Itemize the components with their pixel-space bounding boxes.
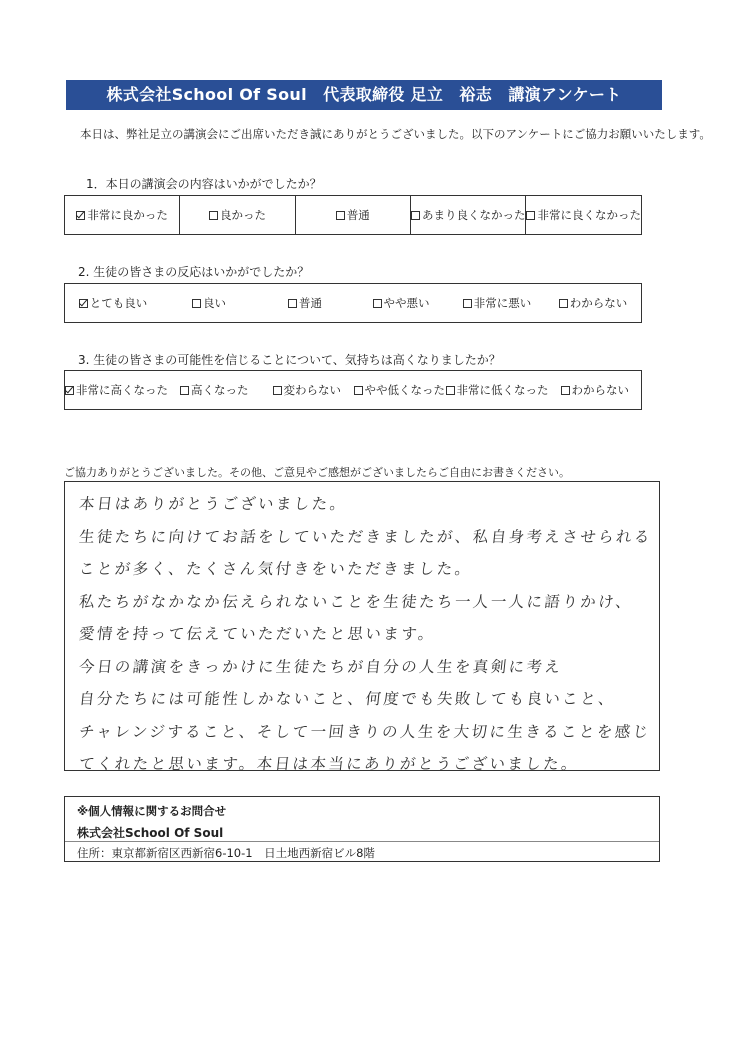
handwritten-line: ことが多く、たくさん気付きをいただきました。 bbox=[78, 560, 474, 578]
handwritten-line: 本日はありがとうございました。 bbox=[78, 495, 349, 513]
checkbox-icon[interactable] bbox=[446, 386, 455, 395]
q3-option-unchanged[interactable]: 変わらない bbox=[261, 371, 354, 409]
contact-title: ※個人情報に関するお問合せ bbox=[77, 804, 227, 818]
checkbox-icon[interactable] bbox=[209, 211, 218, 220]
contact-info-box bbox=[64, 796, 660, 862]
handwritten-line: 愛情を持って伝えていただいたと思います。 bbox=[78, 625, 437, 643]
checkbox-icon[interactable] bbox=[192, 299, 201, 308]
handwritten-line: 今日の講演をきっかけに生徒たちが自分の人生を真剣に考え bbox=[78, 657, 564, 676]
q2-option-very-bad[interactable]: 非常に悪い bbox=[449, 284, 545, 322]
q2-option-average[interactable]: 普通 bbox=[257, 284, 353, 322]
checkbox-icon[interactable] bbox=[336, 211, 345, 220]
handwritten-line: 生徒たちに向けてお話をしていただきましたが、私自身考えさせられる bbox=[78, 527, 653, 546]
checkbox-icon[interactable] bbox=[273, 386, 282, 395]
question-3-title: 3. 生徒の皆さまの可能性を信じることについて、気持ちは高くなりましたか？ bbox=[78, 353, 501, 367]
q3-option-much-lower[interactable]: 非常に低くなった bbox=[446, 371, 549, 409]
checkbox-icon[interactable] bbox=[180, 386, 189, 395]
question-2-options bbox=[64, 283, 642, 323]
checkbox-icon[interactable] bbox=[463, 299, 472, 308]
q3-option-much-higher[interactable]: 非常に高くなった bbox=[65, 371, 168, 409]
q1-option-average[interactable]: 普通 bbox=[295, 196, 410, 234]
handwritten-line: 自分たちには可能性しかないこと、何度でも失敗しても良いこと、 bbox=[78, 690, 617, 708]
q2-option-slightly-bad[interactable]: やや悪い bbox=[353, 284, 449, 322]
checkbox-checked-icon[interactable] bbox=[65, 386, 74, 395]
question-1-options bbox=[64, 195, 642, 235]
handwritten-line: チャレンジすること、そして一回きりの人生を大切に生きることを感じ bbox=[78, 722, 652, 741]
contact-address: 住所：東京都新宿区西新宿6-10-1 日土地西新宿ビル8階 bbox=[77, 846, 375, 860]
checkbox-checked-icon[interactable] bbox=[76, 211, 85, 220]
survey-title-bar: 株式会社School Of Soul 代表取締役 足立 裕志 講演アンケート bbox=[66, 80, 662, 110]
q1-option-not-good[interactable]: あまり良くなかった bbox=[410, 196, 526, 234]
question-3-options bbox=[64, 370, 642, 410]
checkbox-icon[interactable] bbox=[288, 299, 297, 308]
question-2-title: 2. 生徒の皆さまの反応はいかがでしたか？ bbox=[78, 265, 310, 279]
intro-text: 本日は、弊社足立の講演会にご出席いただき誠にありがとうございました。以下のアンケートにご協力お願いいたします。 bbox=[80, 127, 711, 141]
handwritten-line: 私たちがなかなか伝えられないことを生徒たち一人一人に語りかけ、 bbox=[78, 592, 635, 611]
checkbox-icon[interactable] bbox=[373, 299, 382, 308]
contact-divider bbox=[65, 841, 659, 842]
checkbox-checked-icon[interactable] bbox=[79, 299, 88, 308]
handwritten-line: てくれたと思います。本日は本当にありがとうございました。 bbox=[78, 755, 580, 773]
q3-option-higher[interactable]: 高くなった bbox=[168, 371, 261, 409]
q2-option-very-good[interactable]: とても良い bbox=[65, 284, 161, 322]
q3-option-slightly-lower[interactable]: やや低くなった bbox=[353, 371, 446, 409]
checkbox-icon[interactable] bbox=[354, 386, 363, 395]
q1-option-very-good[interactable]: 非常に良かった bbox=[65, 196, 179, 234]
q2-option-unknown[interactable]: わからない bbox=[545, 284, 641, 322]
contact-company: 株式会社School Of Soul bbox=[77, 826, 224, 840]
checkbox-icon[interactable] bbox=[559, 299, 568, 308]
comments-label: ご協力ありがとうございました。その他、ご意見やご感想がございましたらご自由にお書きください。 bbox=[64, 466, 570, 479]
q1-option-very-bad[interactable]: 非常に良くなかった bbox=[525, 196, 641, 234]
checkbox-icon[interactable] bbox=[411, 211, 420, 220]
question-1-title: 1．本日の講演会の内容はいかがでしたか？ bbox=[86, 177, 322, 191]
q3-option-unknown[interactable]: わからない bbox=[549, 371, 642, 409]
q1-option-good[interactable]: 良かった bbox=[179, 196, 294, 234]
checkbox-icon[interactable] bbox=[526, 211, 535, 220]
comments-textarea[interactable] bbox=[64, 481, 660, 771]
q2-option-good[interactable]: 良い bbox=[161, 284, 257, 322]
checkbox-icon[interactable] bbox=[561, 386, 570, 395]
